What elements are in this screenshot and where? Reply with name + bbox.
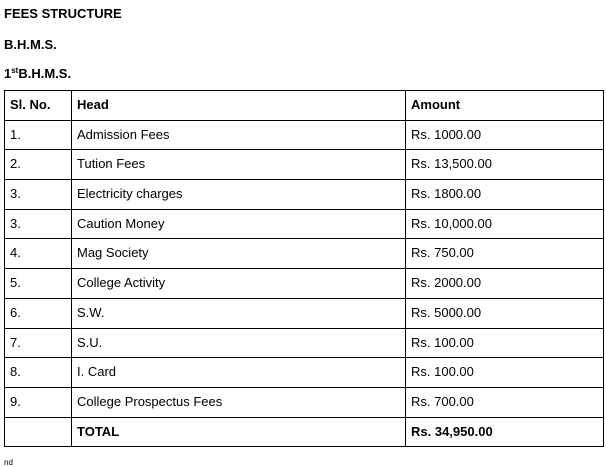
row-sl-no: 1. — [5, 120, 72, 150]
row-sl-no: 5. — [5, 269, 72, 299]
row-amount: Rs. 2000.00 — [406, 269, 604, 299]
row-sl-no: 6. — [5, 298, 72, 328]
row-head: Caution Money — [72, 209, 406, 239]
table-row — [5, 387, 604, 417]
row-amount: Rs. 1800.00 — [406, 180, 604, 210]
column-header-head: Head — [72, 91, 406, 121]
total-amount: Rs. 34,950.00 — [406, 417, 604, 447]
row-amount: Rs. 5000.00 — [406, 298, 604, 328]
row-head: S.U. — [72, 328, 406, 358]
table-row — [5, 358, 604, 388]
row-head: Electricity charges — [72, 180, 406, 210]
table-row — [5, 209, 604, 239]
table-header-row — [5, 91, 604, 121]
page-title: FEES STRUCTURE — [4, 6, 122, 21]
year-suffix: st — [11, 66, 19, 75]
total-sl-no — [5, 417, 72, 447]
row-amount: Rs. 1000.00 — [406, 120, 604, 150]
fees-table — [4, 90, 604, 447]
row-head: College Activity — [72, 269, 406, 299]
row-head: S.W. — [72, 298, 406, 328]
row-sl-no: 2. — [5, 150, 72, 180]
column-header-amount: Amount — [406, 91, 604, 121]
row-sl-no: 7. — [5, 328, 72, 358]
row-head: Tution Fees — [72, 150, 406, 180]
row-amount: Rs. 100.00 — [406, 358, 604, 388]
table-row — [5, 150, 604, 180]
column-header-sl-no: Sl. No. — [5, 91, 72, 121]
table-row — [5, 328, 604, 358]
row-amount: Rs. 750.00 — [406, 239, 604, 269]
row-amount: Rs. 100.00 — [406, 328, 604, 358]
row-head: Admission Fees — [72, 120, 406, 150]
total-row — [5, 417, 604, 447]
total-label: TOTAL — [72, 417, 406, 447]
row-sl-no: 3. — [5, 180, 72, 210]
year-course: B.H.M.S. — [18, 66, 72, 81]
table-row — [5, 180, 604, 210]
table-row — [5, 269, 604, 299]
table-row — [5, 298, 604, 328]
row-head: Mag Society — [72, 239, 406, 269]
course-heading: B.H.M.S. — [4, 37, 57, 52]
row-sl-no: 4. — [5, 239, 72, 269]
row-amount: Rs. 13,500.00 — [406, 150, 604, 180]
row-amount: Rs. 10,000.00 — [406, 209, 604, 239]
row-sl-no: 9. — [5, 387, 72, 417]
year-number: 1 — [4, 66, 12, 81]
year-heading — [4, 66, 71, 81]
row-sl-no: 3. — [5, 209, 72, 239]
row-amount: Rs. 700.00 — [406, 387, 604, 417]
row-sl-no: 8. — [5, 358, 72, 388]
row-head: College Prospectus Fees — [72, 387, 406, 417]
table-row — [5, 120, 604, 150]
table-row — [5, 239, 604, 269]
cut-off-next-heading: nd — [4, 458, 13, 467]
row-head: I. Card — [72, 358, 406, 388]
